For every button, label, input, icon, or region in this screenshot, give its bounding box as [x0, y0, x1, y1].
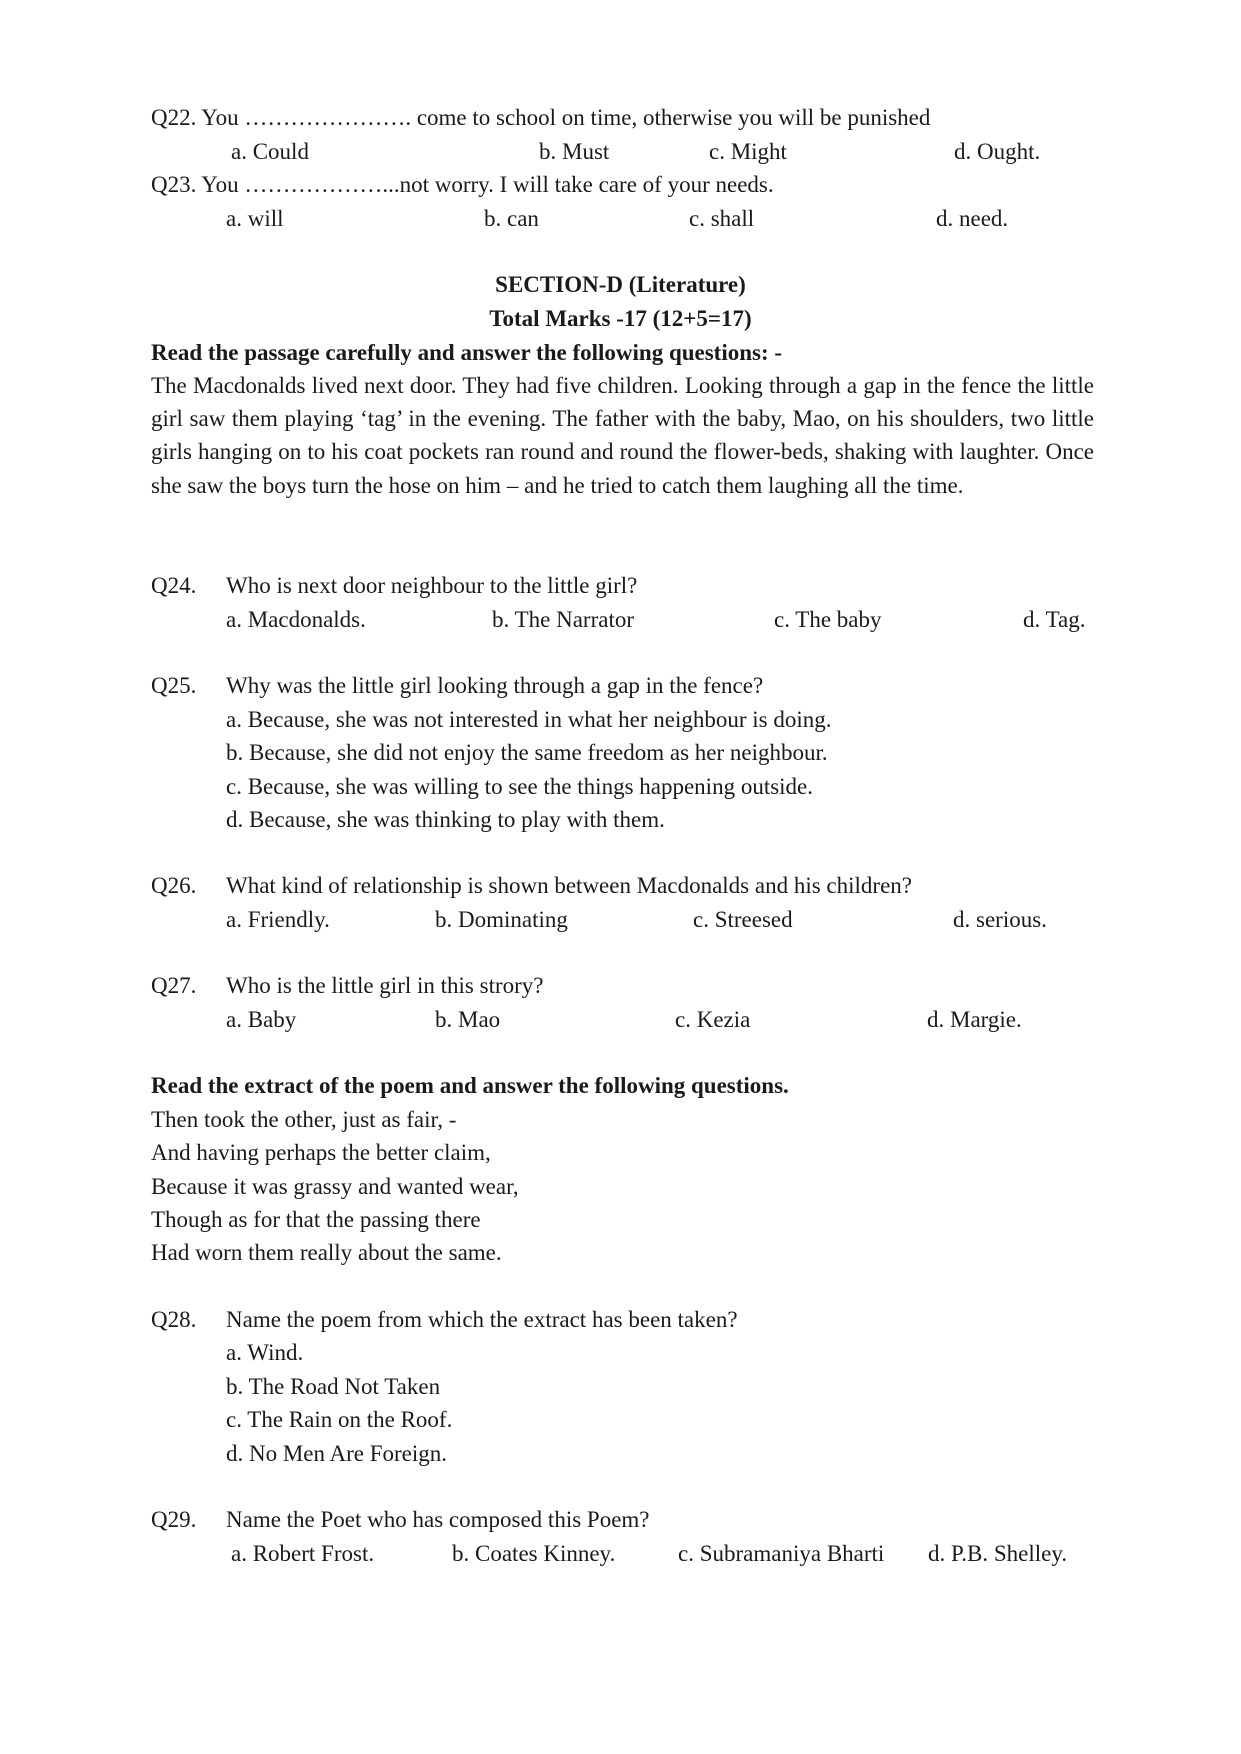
section-title: SECTION-D (Literature)	[495, 272, 746, 297]
q29-option-b: b. Coates Kinney.	[452, 1541, 616, 1566]
q28-option-c: c. The Rain on the Roof.	[226, 1407, 453, 1432]
q26-option-b: b. Dominating	[435, 907, 568, 932]
q28-text: Name the poem from which the extract has been taken?	[226, 1307, 738, 1332]
passage-text: The Macdonalds lived next door. They had five children. Looking through a gap in the fence the little girl saw them playing ‘tag’ in the evening. The father with the baby, Mao, on his shoulders, two little girls hanging on to his coat pockets ran round and round the flower-beds, shaking with laughter. Once she saw the boys turn the hose on him – and he tried to catch them laughing all the time.	[151, 373, 1094, 498]
q25-option-a: a. Because, she was not interested in what her neighbour is doing.	[226, 707, 832, 732]
poem-line: Because it was grassy and wanted wear,	[151, 1174, 519, 1199]
passage-instruction: Read the passage carefully and answer the following questions: -	[151, 340, 783, 365]
q26-option-d: d. serious.	[953, 907, 1047, 932]
q22-option-a: a. Could	[231, 139, 309, 164]
q24-option-b: b. The Narrator	[492, 607, 634, 632]
q23-text: Q23. You ………………...not worry. I will take care of your needs.	[151, 172, 774, 197]
q25-option-d: d. Because, she was thinking to play with them.	[226, 807, 665, 832]
q27-number: Q27.	[151, 973, 197, 998]
q25-text: Why was the little girl looking through a gap in the fence?	[226, 673, 764, 698]
section-marks: Total Marks -17 (12+5=17)	[489, 306, 752, 331]
q29-number: Q29.	[151, 1507, 197, 1532]
q26-text: What kind of relationship is shown between Macdonalds and his children?	[226, 873, 913, 898]
q29-option-a: a. Robert Frost.	[231, 1541, 375, 1566]
q23-option-d: d. need.	[936, 206, 1009, 231]
q26-number: Q26.	[151, 873, 197, 898]
q27-text: Who is the little girl in this strory?	[226, 973, 544, 998]
q27-option-d: d. Margie.	[927, 1007, 1022, 1032]
q22-text: Q22. You …………………. come to school on time, otherwise you will be punished	[151, 105, 931, 130]
q22-option-d: d. Ought.	[954, 139, 1041, 164]
q24-option-a: a. Macdonalds.	[226, 607, 366, 632]
q29-option-d: d. P.B. Shelley.	[928, 1541, 1068, 1566]
q28-option-a: a. Wind.	[226, 1340, 304, 1365]
q28-option-d: d. No Men Are Foreign.	[226, 1441, 448, 1466]
q22-option-b: b. Must	[539, 139, 610, 164]
q24-text: Who is next door neighbour to the little girl?	[226, 573, 638, 598]
q25-option-b: b. Because, she did not enjoy the same freedom as her neighbour.	[226, 740, 828, 765]
q29-text: Name the Poet who has composed this Poem?	[226, 1507, 650, 1532]
poem-instruction: Read the extract of the poem and answer the following questions.	[151, 1073, 789, 1098]
q27-option-a: a. Baby	[226, 1007, 297, 1032]
q23-option-c: c. shall	[689, 206, 755, 231]
poem-line: Had worn them really about the same.	[151, 1240, 502, 1265]
q28-option-b: b. The Road Not Taken	[226, 1374, 441, 1399]
q27-option-b: b. Mao	[435, 1007, 501, 1032]
poem-line: Though as for that the passing there	[151, 1207, 481, 1232]
q24-number: Q24.	[151, 573, 197, 598]
poem-line: Then took the other, just as fair, -	[151, 1107, 457, 1132]
q24-option-d: d. Tag.	[1023, 607, 1086, 632]
q26-option-a: a. Friendly.	[226, 907, 330, 932]
q22-option-c: c. Might	[709, 139, 787, 164]
q24-option-c: c. The baby	[774, 607, 882, 632]
q28-number: Q28.	[151, 1307, 197, 1332]
q25-number: Q25.	[151, 673, 197, 698]
poem-line: And having perhaps the better claim,	[151, 1140, 491, 1165]
q29-option-c: c. Subramaniya Bharti	[678, 1541, 885, 1566]
q23-option-b: b. can	[484, 206, 539, 231]
q26-option-c: c. Streesed	[693, 907, 793, 932]
q23-option-a: a. will	[226, 206, 284, 231]
q27-option-c: c. Kezia	[675, 1007, 751, 1032]
q25-option-c: c. Because, she was willing to see the things happening outside.	[226, 774, 814, 799]
